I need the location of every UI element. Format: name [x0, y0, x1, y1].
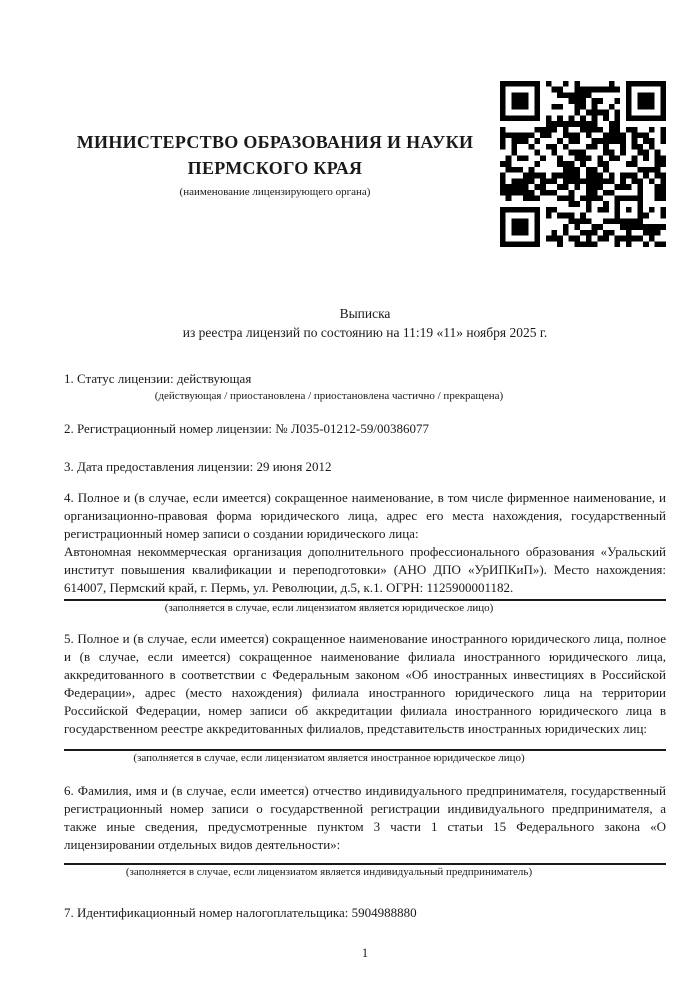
page-number: 1: [361, 946, 369, 960]
license-status-options-caption: (действующая / приостановлена / приостановлена частично / прекращена): [154, 390, 504, 402]
extract-subtitle: из реестра лицензий по состоянию на 11:19 «11» ноября 2025 г.: [182, 325, 548, 340]
licensing-authority-caption: (наименование лицензирующего органа): [179, 186, 371, 198]
ministry-name-line2: ПЕРМСКОГО КРАЯ: [187, 158, 363, 178]
foreign-entity-caption: (заполняется в случае, если лицензиатом является иностранное юридическое лицо): [133, 752, 525, 764]
entrepreneur-caption: (заполняется в случае, если лицензиатом является индивидуальный предприниматель): [125, 866, 533, 878]
registration-number-item: 2. Регистрационный номер лицензии: № Л035-01212-59/00386077: [64, 421, 430, 436]
licensing-authority-block: [64, 129, 500, 199]
ministry-name-line1: МИНИСТЕРСТВО ОБРАЗОВАНИЯ И НАУКИ: [76, 132, 474, 152]
extract-title: Выписка: [339, 306, 391, 321]
legal-entity-answer: Автономная некоммерческая организация дополнительного профессионального образования «Уральский институт повышения квалификации и переподготовки» (АНО ДПО «УрИПКиП»). Место нахождения: 614007, Пермский край, г. Пермь, ул. Революции, д.5, к.1. ОГРН: 1125900001182.: [64, 544, 666, 595]
extract-title-block: [64, 304, 666, 342]
legal-entity-item: [64, 489, 666, 597]
license-grant-date-item: 3. Дата предоставления лицензии: 29 июня 2012: [64, 459, 332, 474]
taxpayer-inn-item: 7. Идентификационный номер налогоплательщика: 5904988880: [64, 905, 417, 920]
legal-entity-question: 4. Полное и (в случае, если имеется) сокращенное наименование, в том числе фирменное наименование, и организационно-правовая форма юридического лица, адрес его места нахождения, государственный регистрационный номер записи о создании юридического лица:: [64, 490, 666, 541]
entrepreneur-item: 6. Фамилия, имя и (в случае, если имеется) отчество индивидуального предпринимателя, государственный регистрационный номер записи о государственной регистрации индивидуального предпринимателя, а также иные сведения, предусмотренные пунктом 3 части 1 статьи 15 Федерального закона «О лицензировании отдельных видов деятельности»:: [64, 783, 666, 852]
license-status-item: 1. Статус лицензии: действующая: [64, 371, 252, 386]
qr-code-icon: [500, 81, 666, 247]
document-header: [64, 80, 666, 248]
foreign-entity-item: 5. Полное и (в случае, если имеется) сокращенное наименование иностранного юридического лица, полное и (в случае, если имеется) сокращенное наименование филиала иностранного юридического лица, аккредитованного в соответствии с Федеральным законом «Об иностранных инвестициях в Российской Федерации», адрес (место нахождения) филиала иностранного юридического лица на территории Российской Федерации, номер записи об аккредитации филиала иностранного юридического лица в государственном реестре аккредитованных филиалов, представительств иностранных юридических лиц:: [64, 631, 666, 736]
legal-entity-caption: (заполняется в случае, если лицензиатом является юридическое лицо): [164, 602, 494, 614]
